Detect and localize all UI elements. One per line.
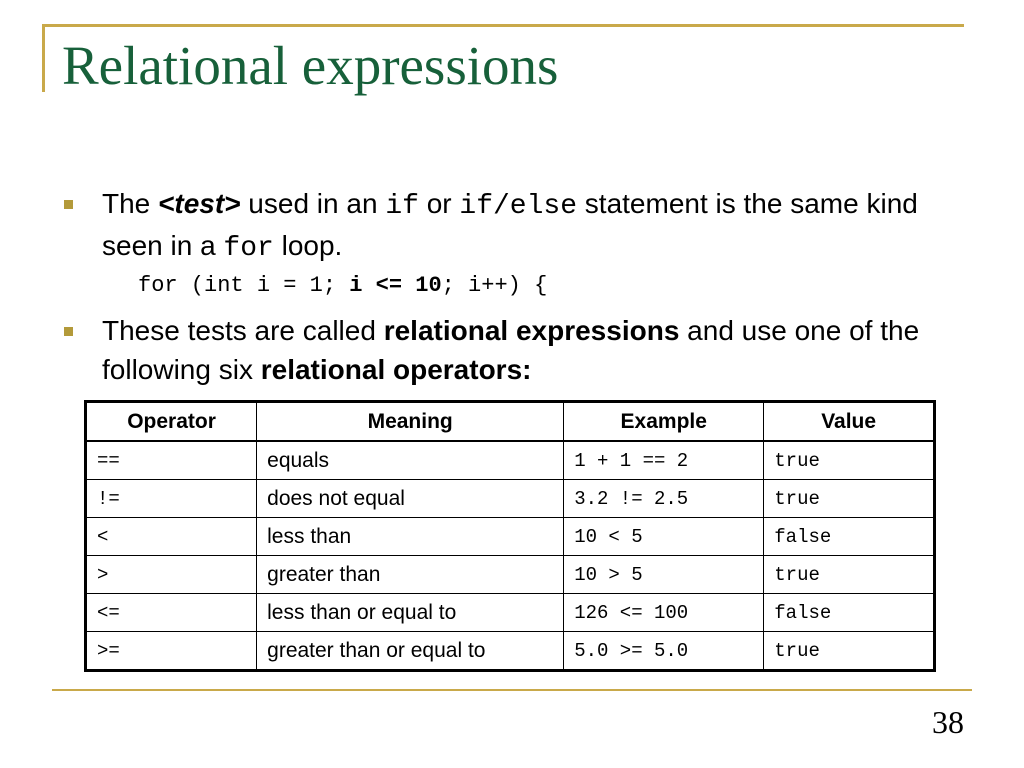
- bullet-marker-1: [64, 200, 73, 209]
- bullet-1-code: for: [223, 233, 274, 264]
- bullet-1-segment: loop.: [273, 230, 343, 261]
- bullet-2-segment: These tests are called: [102, 315, 384, 346]
- cell-meaning: greater than: [257, 556, 564, 594]
- bullet-2-bold: relational operators:: [260, 354, 532, 385]
- cell-example: 1 + 1 == 2: [564, 441, 764, 480]
- cell-value: true: [764, 441, 935, 480]
- cell-operator: >: [86, 556, 257, 594]
- table-header-row: [86, 402, 935, 442]
- cell-operator: !=: [86, 480, 257, 518]
- cell-example: 3.2 != 2.5: [564, 480, 764, 518]
- table-row: [86, 556, 935, 594]
- table-row: [86, 632, 935, 671]
- cell-value: true: [764, 480, 935, 518]
- bullet-1-code: if: [385, 191, 419, 222]
- cell-example: 10 < 5: [564, 518, 764, 556]
- bullet-1-segment: or: [418, 188, 460, 219]
- table-row: [86, 480, 935, 518]
- cell-meaning: does not equal: [257, 480, 564, 518]
- relational-operators-table: [84, 400, 936, 672]
- bullet-2-segment: and use one of the following six: [102, 315, 920, 385]
- cell-value: true: [764, 556, 935, 594]
- cell-meaning: less than: [257, 518, 564, 556]
- code-example: [138, 271, 547, 301]
- cell-value: false: [764, 594, 935, 632]
- cell-value: false: [764, 518, 935, 556]
- header-value: Value: [764, 402, 935, 442]
- cell-meaning: equals: [257, 441, 564, 480]
- code-suffix: ; i++) {: [441, 273, 548, 298]
- table-row: [86, 594, 935, 632]
- slide-title: Relational expressions: [62, 35, 559, 96]
- bullet-text-1: [102, 184, 982, 268]
- cell-meaning: less than or equal to: [257, 594, 564, 632]
- bullet-1-segment: The: [102, 188, 159, 219]
- code-prefix: for (int i = 1;: [138, 273, 350, 298]
- footer-rule: [52, 689, 972, 691]
- table-row: [86, 518, 935, 556]
- cell-example: 10 > 5: [564, 556, 764, 594]
- bullet-1-segment: statement is the same kind seen in a: [102, 188, 918, 261]
- bullet-2-bold: relational expressions: [383, 315, 680, 346]
- header-operator: Operator: [86, 402, 257, 442]
- cell-operator: <: [86, 518, 257, 556]
- bullet-1-segment: <test>: [158, 188, 241, 219]
- cell-example: 126 <= 100: [564, 594, 764, 632]
- cell-operator: ==: [86, 441, 257, 480]
- title-frame-top-rule: [42, 24, 964, 27]
- table-row: [86, 441, 935, 480]
- bullet-text-2: [102, 311, 982, 389]
- cell-operator: <=: [86, 594, 257, 632]
- cell-example: 5.0 >= 5.0: [564, 632, 764, 671]
- cell-value: true: [764, 632, 935, 671]
- header-example: Example: [564, 402, 764, 442]
- cell-meaning: greater than or equal to: [257, 632, 564, 671]
- header-meaning: Meaning: [257, 402, 564, 442]
- title-frame-left-rule: [42, 24, 45, 92]
- bullet-1-segment: used in an: [240, 188, 386, 219]
- bullet-1-code: if/else: [459, 191, 578, 222]
- code-highlight: i <= 10: [349, 273, 442, 298]
- page-number: 38: [932, 704, 964, 740]
- cell-operator: >=: [86, 632, 257, 671]
- bullet-marker-2: [64, 327, 73, 336]
